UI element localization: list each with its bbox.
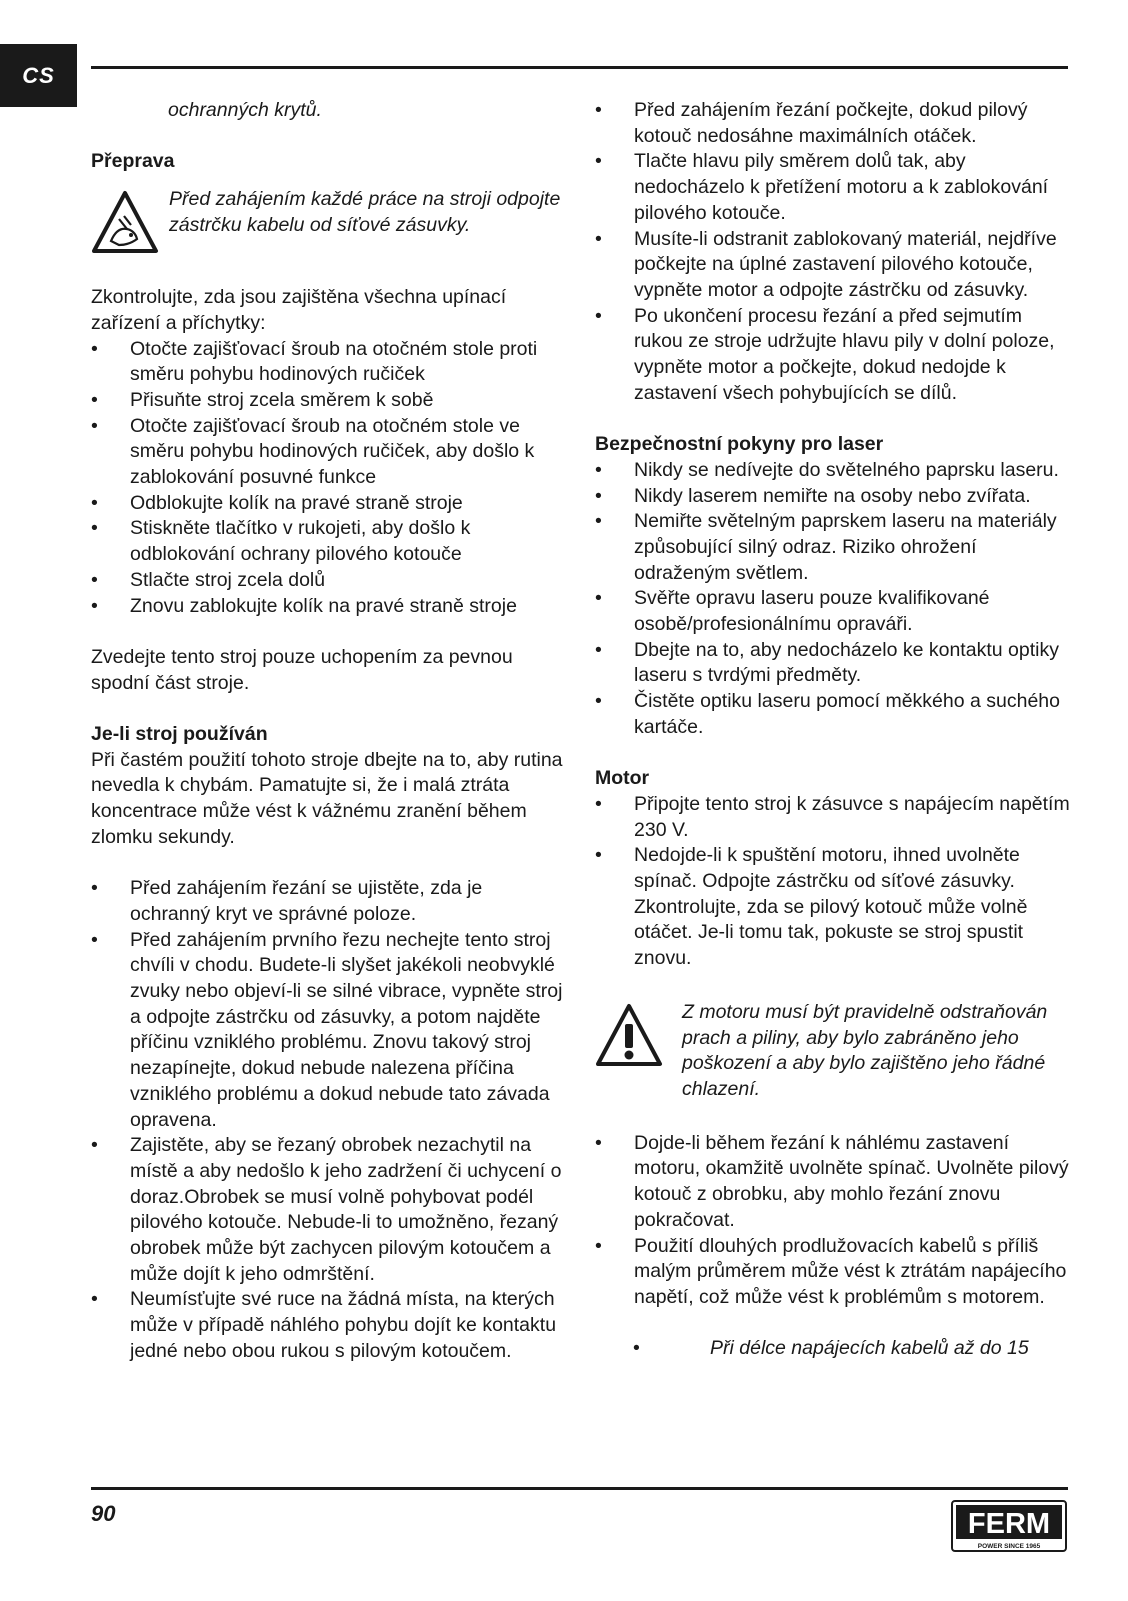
heading-laser-safety: Bezpečnostní pokyny pro laser: [595, 433, 884, 456]
list-item: • Otočte zajišťovací šroub na otočném stole ve směru pohybu hodinových ručiček, aby došlo k zablokování posuvné funkce: [91, 414, 563, 491]
sub-bullet-item: • Při délce napájecích kabelů až do 15: [633, 1337, 1029, 1360]
paragraph-check: Zkontrolujte, zda jsou zajištěna všechna upínací zařízení a příchytky:: [91, 286, 507, 334]
list-item: • Svěřte opravu laseru pouze kvalifikované osobě/profesionálnímu opraváři.: [595, 586, 1073, 637]
list-item: • Připojte tento stroj k zásuvce s napájecím napětím 230 V.: [595, 792, 1073, 843]
list-item: • Tlačte hlavu pily směrem dolů tak, aby nedocházelo k přetížení motoru a k zablokování pilového kotouče.: [595, 149, 1073, 226]
exclamation-warning-icon: [595, 1002, 663, 1070]
list-item: • Nemiřte světelným paprskem laseru na materiály způsobující silný odraz. Riziko ohrožení odraženým světlem.: [595, 509, 1073, 586]
language-tab: CS: [0, 44, 77, 107]
left-column: [91, 98, 563, 1365]
list-item: • Nikdy laserem nemiřte na osoby nebo zvířata.: [595, 484, 1073, 510]
list-item: • Otočte zajišťovací šroub na otočném stole proti směru pohybu hodinových ručiček: [91, 337, 563, 388]
right-column: [595, 98, 1073, 1362]
motor-cleaning-warning-text: Z motoru musí být pravidelně odstraňován prach a piliny, aby bylo zabráněno jeho poškození a aby bylo zajištěno jeho řádné chlazení.: [682, 1000, 1048, 1100]
list-item: • Stlačte stroj zcela dolů: [91, 568, 563, 594]
motor-bullet-list: [595, 792, 1073, 972]
cutting-bullet-list: [595, 98, 1073, 406]
list-item: • Přisuňte stroj zcela směrem k sobě: [91, 388, 563, 414]
sub-bullet-text: Při délce napájecích kabelů až do 15: [710, 1337, 1029, 1360]
list-item: • Čistěte optiku laseru pomocí měkkého a suchého kartáče.: [595, 689, 1073, 740]
list-item: • Použití dlouhých prodlužovacích kabelů s příliš malým průměrem může vést k ztrátám napájecího napětí, což může vést k problémům s motorem.: [595, 1234, 1073, 1311]
transport-bullet-list: [91, 337, 563, 620]
heading-in-use: Je-li stroj používán: [91, 723, 268, 746]
continuation-text: ochranných krytů.: [168, 99, 322, 121]
top-rule: [91, 66, 1068, 69]
in-use-bullet-list: [91, 876, 563, 1364]
page-number: 90: [91, 1501, 116, 1526]
list-item: • Po ukončení procesu řezání a před sejmutím rukou ze stroje udržujte hlavu pily v dolní poloze, vypněte motor a počkejte, dokud nedojde k zastavení všech pohybujících se dílů.: [595, 304, 1073, 407]
list-item: • Před zahájením řezání se ujistěte, zda je ochranný kryt ve správné poloze.: [91, 876, 563, 927]
laser-bullet-list: [595, 458, 1073, 741]
list-item: • Před zahájením prvního řezu nechejte tento stroj chvíli v chodu. Budete-li slyšet jakékoli neobvyklé zvuky nebo objeví-li se silné vibrace, vypněte stroj a odpojte zástrčku od zásuvky, a potom najděte příčinu vzniklého problému. Znovu takový stroj nezapínejte, dokud nebude nalezena příčina vzniklého problému a dokud nebude tato závada opravena.: [91, 928, 563, 1134]
logo-text: FERM: [967, 1508, 1051, 1540]
ferm-logo: [951, 1500, 1067, 1552]
list-item: • Znovu zablokujte kolík na pravé straně stroje: [91, 594, 563, 620]
paragraph-lift: Zvedejte tento stroj pouze uchopením za pevnou spodní část stroje.: [91, 645, 513, 694]
list-item: • Stiskněte tlačítko v rukojeti, aby došlo k odblokování ochrany pilového kotouče: [91, 516, 563, 567]
motor-cleaning-warning: [595, 1000, 1073, 1103]
bottom-rule: [91, 1487, 1068, 1490]
list-item: • Nedojde-li k spuštění motoru, ihned uvolněte spínač. Odpojte zástrčku od síťové zásuvky. Zkontrolujte, zda se pilový kotouč může volně otáčet. Je-li tomu tak, pokuste se stroj spustit znovu.: [595, 843, 1073, 972]
list-item: • Musíte-li odstranit zablokovaný materiál, nejdříve počkejte na úplné zastavení pilového kotouče, vypněte motor a odpojte zástrčku od zásuvky.: [595, 227, 1073, 304]
list-item: • Nikdy se nedívejte do světelného paprsku laseru.: [595, 458, 1073, 484]
heading-transport: Přeprava: [91, 150, 175, 173]
heading-motor: Motor: [595, 767, 650, 790]
list-item: • Dojde-li během řezání k náhlému zastavení motoru, okamžitě uvolněte spínač. Uvolněte pilový kotouč z obrobku, aby mohlo řezání znovu pokračovat.: [595, 1131, 1073, 1234]
list-item: • Dbejte na to, aby nedocházelo ke kontaktu optiky laseru s tvrdými předměty.: [595, 638, 1073, 689]
list-item: • Odblokujte kolík na pravé straně stroje: [91, 491, 563, 517]
list-item: • Zajistěte, aby se řezaný obrobek nezachytil na místě a aby nedošlo k jeho zadržení či uchycení o doraz.Obrobek se musí volně pohybovat podél pilového kotouče. Nebude-li to umožněno, řezaný obrobek může být zachycen pilovým kotoučem a může dojít k jeho odmrštění.: [91, 1133, 563, 1287]
unplug-warning: [91, 187, 563, 257]
motor-stop-bullet-list: [595, 1131, 1073, 1311]
logo-tagline: POWER SINCE 1965: [977, 1543, 1041, 1550]
unplug-warning-icon: [91, 189, 159, 257]
unplug-warning-text: Před zahájením každé práce na stroji odpojte zástrčku kabelu od síťové zásuvky.: [169, 188, 561, 236]
list-item: • Neumísťujte své ruce na žádná místa, na kterých může v případě náhlého pohybu dojít ke kontaktu jedné nebo obou rukou s pilovým kotoučem.: [91, 1287, 563, 1364]
list-item: • Před zahájením řezání počkejte, dokud pilový kotouč nedosáhne maximálních otáček.: [595, 98, 1073, 149]
paragraph-routine: Při častém použití tohoto stroje dbejte na to, aby rutina nevedla k chybám. Pamatujte si, že i malá ztráta koncentrace může vést k vážnému zranění během zlomku sekundy.: [91, 748, 563, 848]
